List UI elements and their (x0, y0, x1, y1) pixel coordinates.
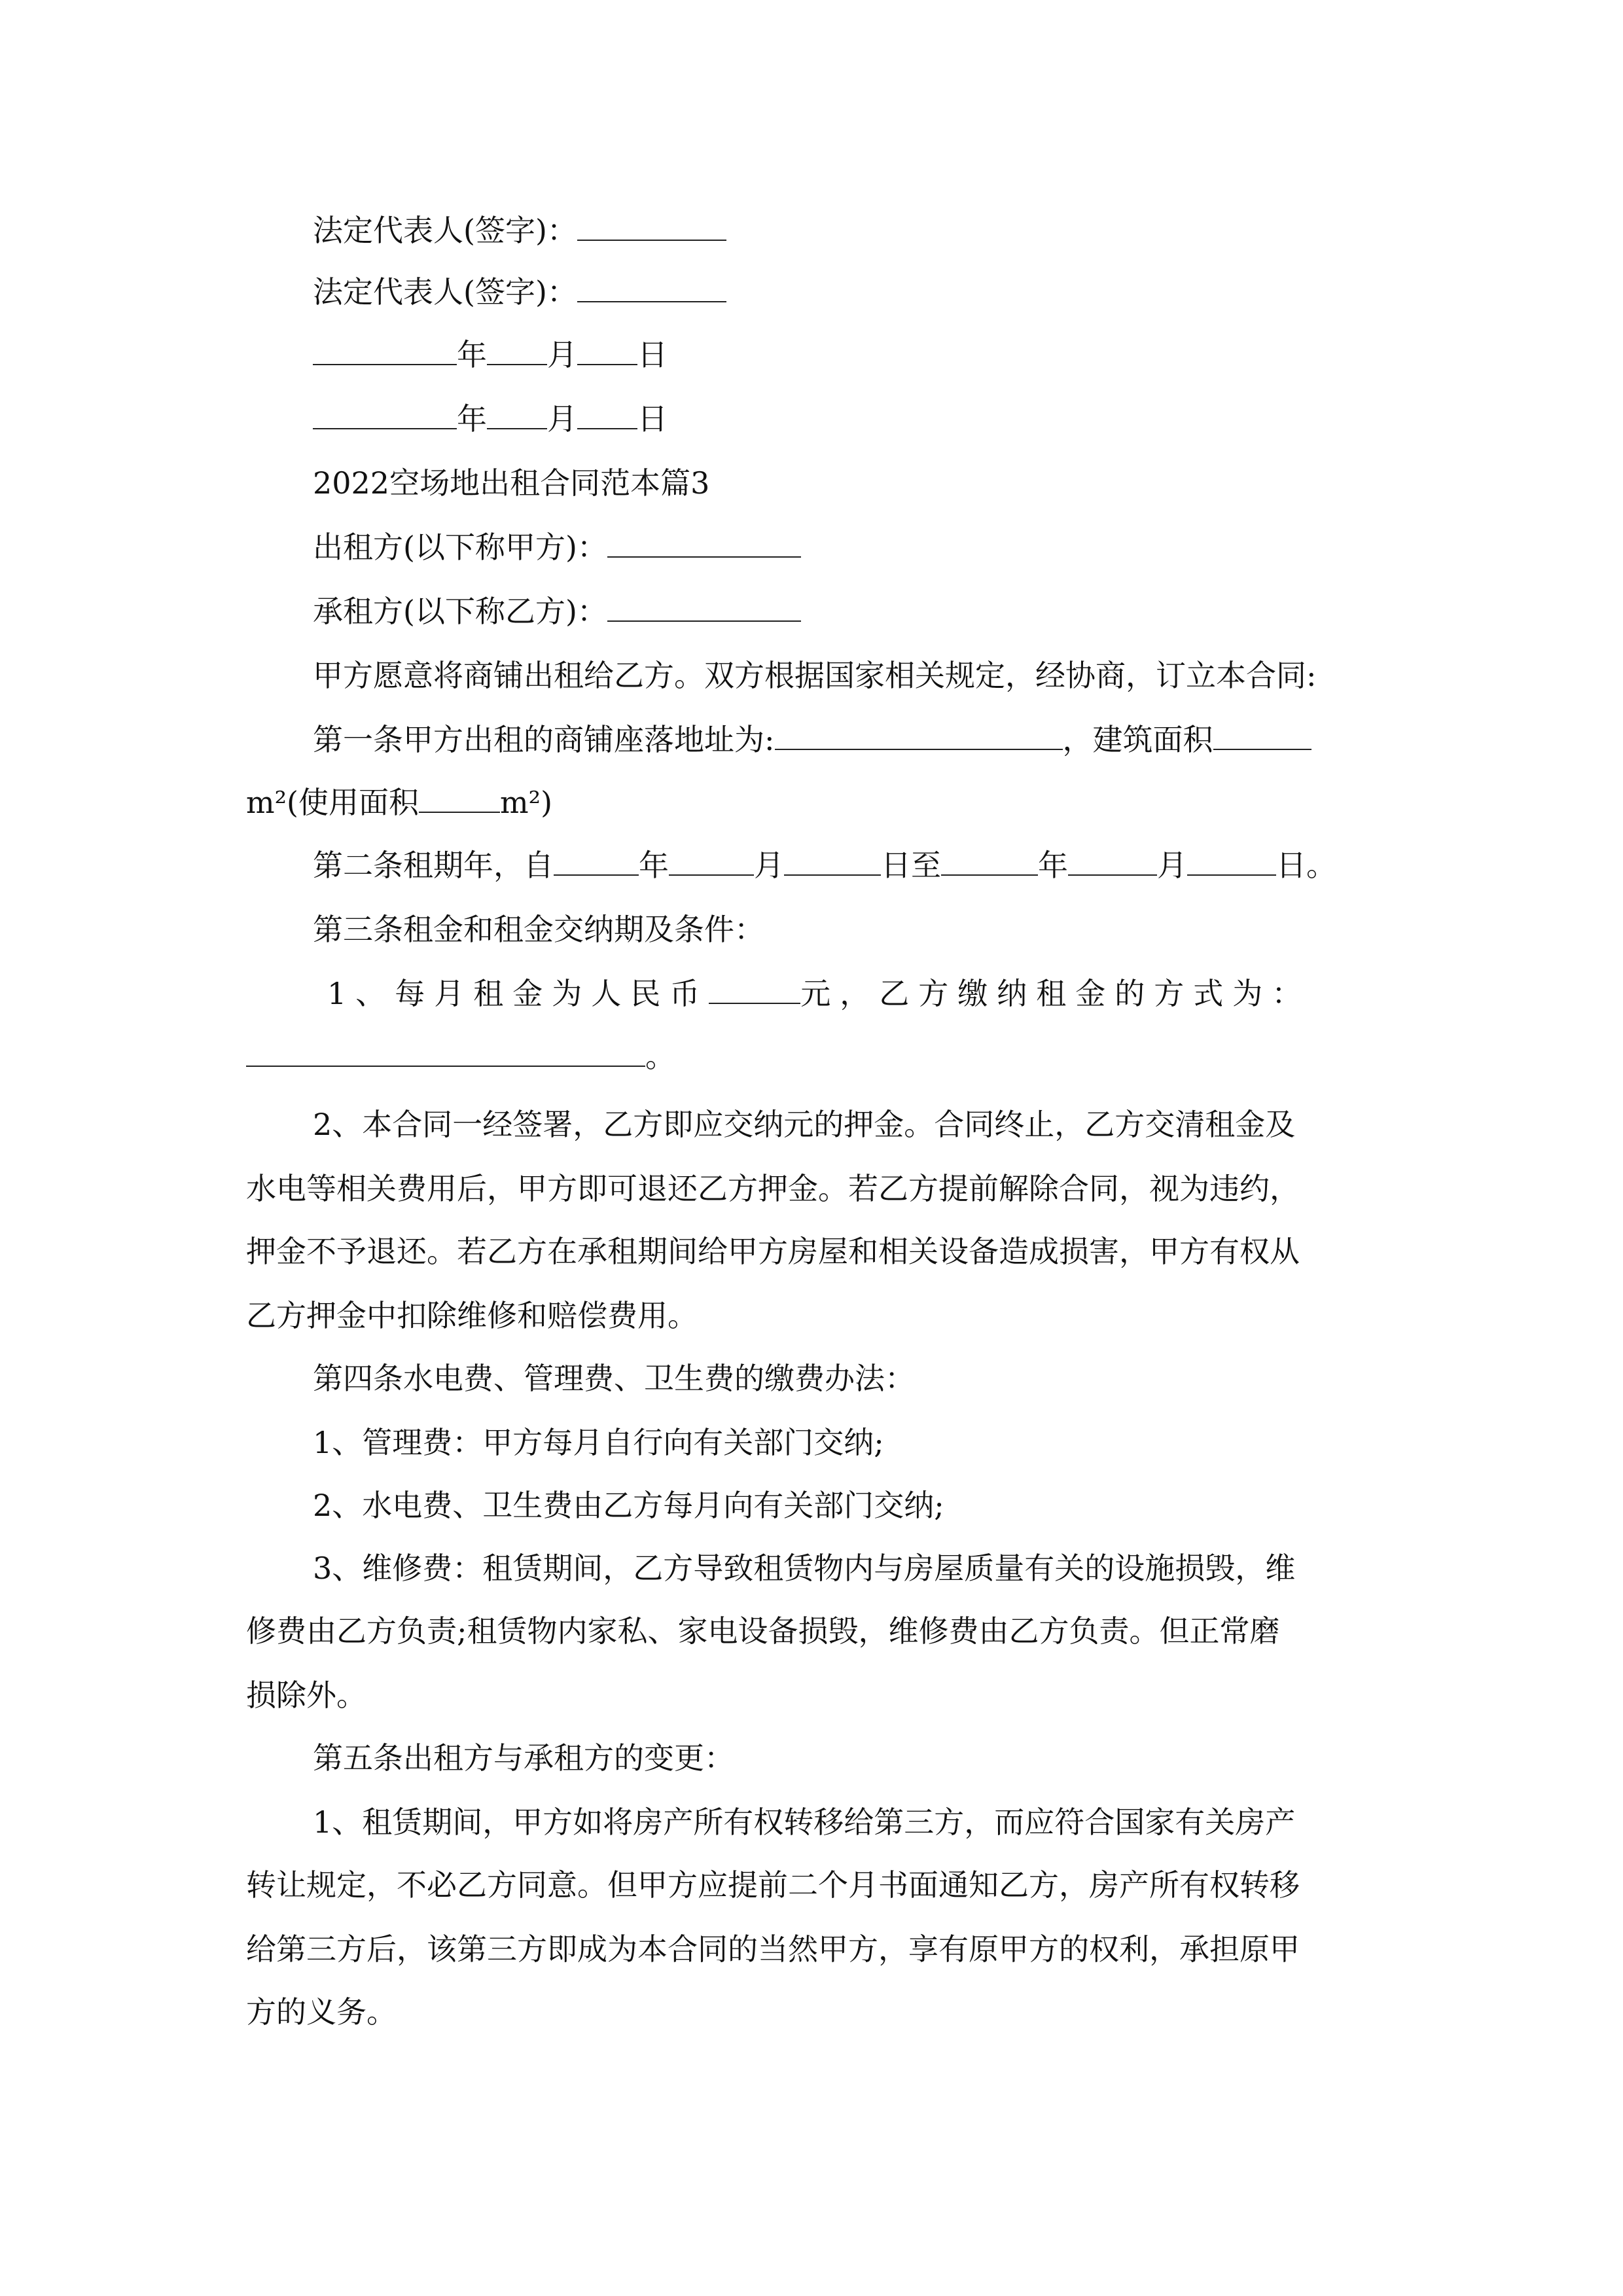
contract-heading: 2022空场地出租合同范本篇3 (313, 465, 710, 501)
article-4-item-3-l1: 3、维修费：租赁期间，乙方导致租赁物内与房屋质量有关的设施损毁，维 (313, 1551, 1296, 1586)
start-month-label: 月 (754, 848, 784, 883)
address-blank (775, 723, 1063, 750)
article-5-item-1-l3: 给第三方后，该第三方即成为本合同的当然甲方，享有原甲方的权利，承担原甲 (246, 1931, 1300, 1967)
payment-method-blank (246, 1039, 645, 1067)
start-day-blank (784, 848, 881, 876)
lessee-blank (607, 594, 801, 622)
year-label: 年 (457, 401, 487, 437)
usable-area-unit: m²) (500, 785, 553, 820)
usable-area-label: m²(使用面积 (246, 785, 419, 820)
period: 。 (645, 1039, 675, 1074)
article-5-item-1-l4: 方的义务。 (246, 1994, 397, 2030)
rep1-label: 法定代表人(签字)： (313, 213, 577, 248)
lessee-line (313, 592, 801, 631)
day-label: 日 (637, 337, 668, 372)
date-line-2 (313, 399, 668, 439)
end-month-blank (1068, 848, 1157, 876)
article-3-item-2-l1: 2、本合同一经签署，乙方即应交纳元的押金。合同终止，乙方交清租金及 (313, 1107, 1296, 1142)
article-2 (313, 846, 1336, 885)
end-day-label: 日。 (1276, 848, 1336, 883)
month-blank (487, 402, 547, 429)
rent-label: 1、每月租金为人民币 (327, 976, 709, 1011)
date-line-1 (313, 335, 668, 374)
start-year-label: 年 (639, 848, 669, 883)
area-label: ，建筑面积 (1062, 722, 1213, 757)
article-3-item-2-l2: 水电等相关费用后，甲方即可退还乙方押金。若乙方提前解除合同，视为违约， (246, 1171, 1300, 1206)
article-3-title: 第三条租金和租金交纳期及条件： (313, 912, 764, 947)
end-month-label: 月 (1157, 848, 1187, 883)
month-label: 月 (547, 401, 577, 437)
start-year-blank (554, 848, 639, 876)
article-4-item-3-l2: 修费由乙方负责;租赁物内家私、家电设备损毁，维修费由乙方负责。但正常磨 (246, 1613, 1280, 1649)
day-blank (577, 402, 637, 429)
address-label: 第一条甲方出租的商铺座落地址为: (313, 722, 775, 757)
signature-blank (577, 213, 726, 241)
article-3-item-1-cont (246, 1037, 675, 1076)
month-blank (487, 338, 547, 365)
start-month-blank (669, 848, 754, 876)
article-5-title: 第五条出租方与承租方的变更： (313, 1740, 734, 1776)
article-5-item-1-l1: 1、租赁期间，甲方如将房产所有权转移给第三方，而应符合国家有关房产 (313, 1804, 1296, 1840)
rep2-label: 法定代表人(签字)： (313, 274, 577, 310)
month-label: 月 (547, 337, 577, 372)
article-4-title: 第四条水电费、管理费、卫生费的缴费办法： (313, 1361, 915, 1396)
day-blank (577, 338, 637, 365)
usable-area-blank (419, 785, 500, 813)
start-day-label: 日至 (881, 848, 941, 883)
year-blank (313, 402, 457, 429)
article-4-item-2: 2、水电费、卫生费由乙方每月向有关部门交纳; (313, 1488, 944, 1523)
article-3-item-2-l4: 乙方押金中扣除维修和赔偿费用。 (246, 1298, 698, 1333)
article-4-item-3-l3: 损除外。 (246, 1677, 366, 1713)
lessor-label: 出租方(以下称甲方)： (313, 529, 607, 565)
signature-blank (577, 275, 726, 302)
article-5-item-1-l2: 转让规定，不必乙方同意。但甲方应提前二个月书面通知乙方，房产所有权转移 (246, 1867, 1300, 1903)
lessee-label: 承租方(以下称乙方)： (313, 594, 607, 629)
area-blank (1213, 723, 1311, 750)
lessor-blank (607, 530, 801, 558)
term-label: 第二条租期年，自 (313, 848, 554, 883)
signature-line-rep2 (313, 272, 726, 312)
payment-method-label: 元，乙方缴纳租金的方式为： (800, 976, 1311, 1011)
end-day-blank (1187, 848, 1276, 876)
lessor-line (313, 528, 801, 567)
article-3-item-2-l3: 押金不予退还。若乙方在承租期间给甲方房屋和相关设备造成损害，甲方有权从 (246, 1234, 1300, 1269)
year-blank (313, 338, 457, 365)
year-label: 年 (457, 337, 487, 372)
article-4-item-1: 1、管理费：甲方每月自行向有关部门交纳; (313, 1425, 884, 1460)
end-year-blank (941, 848, 1038, 876)
rent-blank (709, 977, 800, 1004)
article-1-line1 (313, 720, 1311, 759)
article-3-item-1 (327, 974, 1311, 1013)
end-year-label: 年 (1038, 848, 1068, 883)
day-label: 日 (637, 401, 668, 437)
intro-paragraph: 甲方愿意将商铺出租给乙方。双方根据国家相关规定，经协商，订立本合同: (313, 658, 1317, 693)
signature-line-rep1 (313, 211, 726, 250)
article-1-line2 (246, 783, 552, 822)
